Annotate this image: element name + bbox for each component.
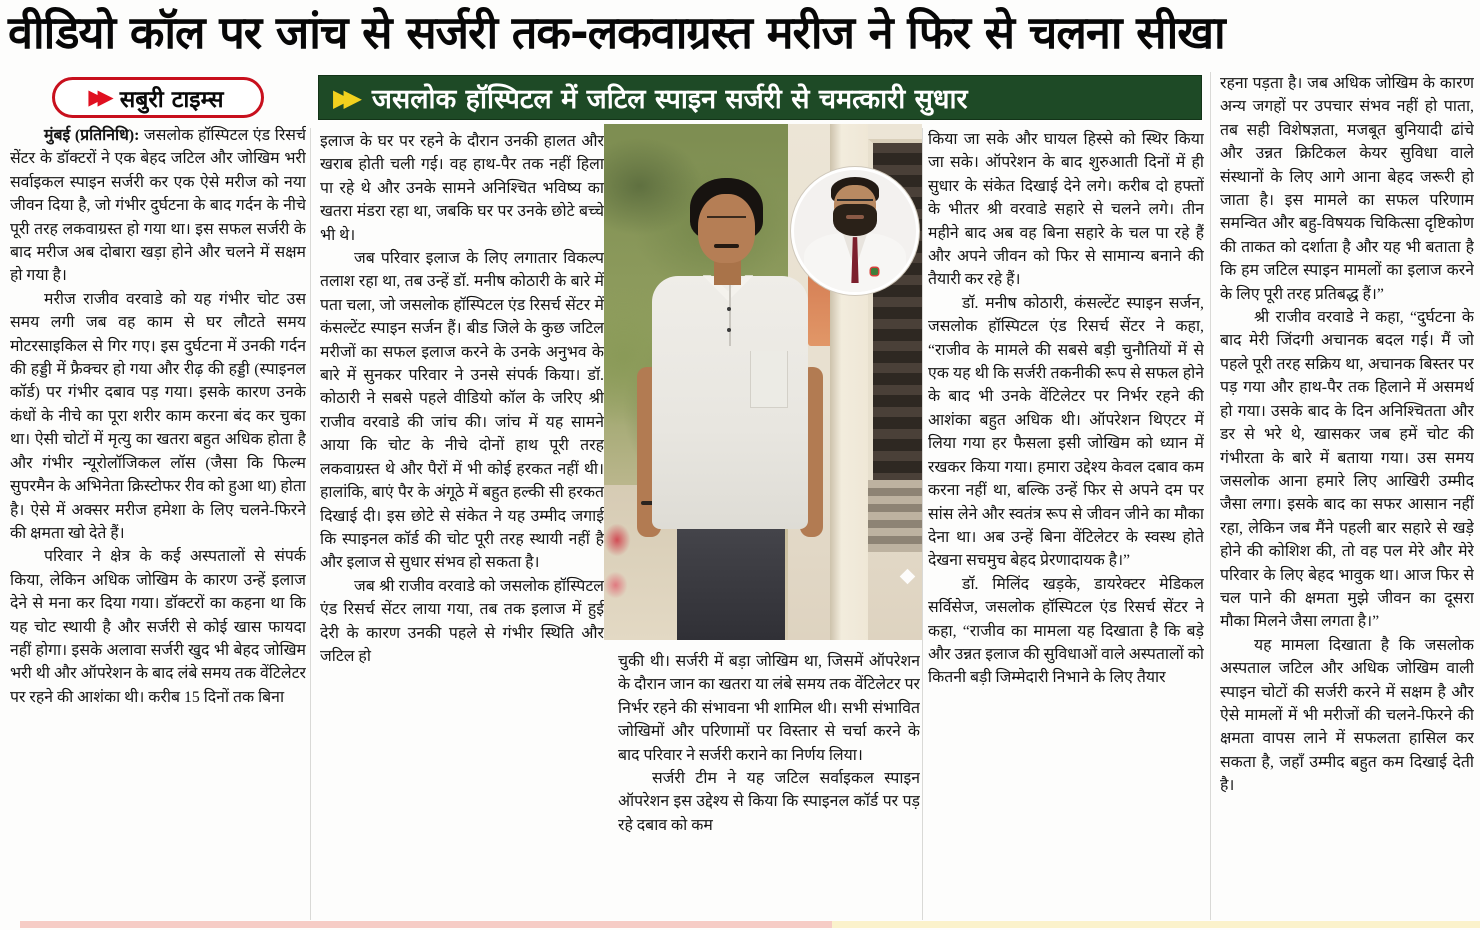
paragraph: सर्जरी टीम ने यह जटिल सर्वाइकल स्पाइन ऑपरेशन इस उद्देश्य से किया कि स्पाइनल कॉर्ड पर पड़ रहे दबाव को कम: [618, 770, 920, 834]
article-column-2: [320, 130, 604, 920]
window-grille-lower: [868, 480, 922, 552]
column-divider: [310, 128, 311, 920]
dateline: मुंबई (प्रतिनिधि):: [44, 127, 140, 144]
paragraph: डॉ. मिलिंद खड़के, डायरेक्टर मेडिकल सर्विसेज, जसलोक हॉस्पिटल एंड रिसर्च सेंटर ने कहा, “राजीव का मामला यह दिखाता है कि बड़े और उन्नत इलाज की सुविधाओं वाले अस्पतालों को कितनी बड़ी जिम्मेदारी निभाने के लिए तैयार: [928, 575, 1204, 687]
source-badge: [52, 77, 264, 118]
patient-mustache: [714, 244, 739, 249]
patient-pants: [677, 524, 785, 640]
paragraph: चुकी थी। सर्जरी में बड़ा जोखिम था, जिसमें ऑपरेशन के दौरान जान का खतरा या लंबे समय तक वेंटिलेटर पर निर्भर रहने की संभावना भी शामिल थी। सभी संभावित जोखिमों और परिणामों पर विस्तार से चर्चा करने के बाद परिवार ने सर्जरी कराने का निर्णय लिया।: [618, 653, 920, 764]
article-column-5: [1220, 72, 1474, 920]
patient-photo: [604, 124, 922, 640]
article-column-1: [10, 124, 306, 920]
paragraph: जब श्री राजीव वरवाडे को जसलोक हॉस्पिटल एंड रिसर्च सेंटर लाया गया, तब तक इलाज में हुई देरी के कारण उनकी पहले से गंभीर स्थिति और जटिल हो: [320, 577, 604, 665]
headline: वीडियो कॉल पर जांच से सर्जरी तक-लकवाग्रस्त मरीज ने फिर से चलना सीखा: [8, 6, 1225, 59]
paragraph: किया जा सके और घायल हिस्से को स्थिर किया जा सके। ऑपरेशन के बाद शुरुआती दिनों में ही सुधार के संकेत दिखाई देने लगे। करीब दो हफ्तों के भीतर श्री वरवाडे सहारे से चलने लगे। तीन महीने बाद अब वह बिना सहारे के चल पा रहे हैं और अपने जीवन को फिर से सामान्य बनाने की तैयारी कर रहे हैं।: [928, 131, 1204, 289]
bottom-strip-yellow: [832, 921, 1480, 928]
source-badge-label: सबुरी टाइम्स: [119, 86, 224, 113]
paragraph: इलाज के घर पर रहने के दौरान उनकी हालत और खराब होती चली गई। वह हाथ-पैर तक नहीं हिला पा रहे थे और उनके सामने अनिश्चित भविष्य का खतरा मंडरा रहा था, जबकि घर पर उनके छोटे बच्चे भी थे।: [320, 133, 604, 244]
bottom-strip-pink: [20, 921, 832, 928]
doctor-mouth: [846, 215, 863, 219]
paragraph: रहना पड़ता है। जब अधिक जोखिम के कारण अन्य जगहों पर उपचार संभव नहीं हो पाता, तब सही विशेषज्ञता, मजबूत बुनियादी ढांचे और उन्नत क्रिटिकल केयर सुविधा वाले संस्थानों के लिए आगे आना बेहद जरूरी हो जाता है। इस मामले का सफल परिणाम समन्वित और बहु-विषयक चिकित्सा दृष्टिकोण की ताकत को दर्शाता है और यह भी बताता है कि हम जटिल स्पाइन मामलों का इलाज करने के लिए पूरी तरह प्रतिबद्ध हैं।”: [1220, 75, 1474, 303]
patient-neck: [714, 259, 741, 285]
double-chevron-icon: ▶▶: [88, 85, 107, 109]
article-column-3: [618, 650, 920, 920]
doctor-beard: [833, 204, 877, 236]
patient-face: [698, 194, 755, 264]
patient-eyebrows: [707, 216, 745, 218]
coat-badge-pin: [871, 268, 878, 275]
column-divider: [1210, 72, 1211, 920]
paragraph: श्री राजीव वरवाडे ने कहा, “दुर्घटना के बाद मेरी जिंदगी अचानक बदल गई। मैं जो पहले पूरी तरह सक्रिय था, अचानक बिस्तर पर पड़ गया और हाथ-पैर तक हिलाने में असमर्थ हो गया। उसके बाद के दिन अनिश्चितता और डर से भरे थे, खासकर जब हमें चोट की गंभीरता के बारे में बताया गया। उस समय जसलोक आना हमारे लिए आखिरी उम्मीद जैसा लगा। इसके बाद का सफर आसान नहीं रहा, लेकिन जब मैंने पहली बार सहारे से खड़े होने की कोशिश की, तो वह पल मेरे और मेरे परिवार के लिए बेहद भावुक था। आज फिर से चल पाने की क्षमता मुझे जीवन का दूसरा मौका मिलने जैसा लगता है।”: [1220, 309, 1474, 631]
paragraph: जब परिवार इलाज के लिए लगातार विकल्प तलाश रहा था, तब उन्हें डॉ. मनीष कोठारी के बारे में पता चला, जो जसलोक हॉस्पिटल एंड रिसर्च सेंटर में कंसल्टेंट स्पाइन सर्जन हैं। बीड जिले के कुछ जटिल मरीजों का सफल इलाज करने के उनके अनुभव के बारे में सुनकर परिवार ने उनसे संपर्क किया। डॉ. कोठारी ने सबसे पहले वीडियो कॉल के जरिए श्री राजीव वरवाडे की जांच की। जांच में यह सामने आया कि चोट के नीचे दोनों हाथ पूरी तरह लकवाग्रस्त थे और पैरों में भी कोई हरकत नहीं थी। हालांकि, बाएं पैर के अंगूठे में बहुत हल्की सी हरकत दिखाई दी। इस छोटे से संकेत ने यह उम्मीद जगाई कि स्पाइनल कॉर्ड की चोट पूरी तरह स्थायी नहीं है और इलाज से सुधार संभव हो सकता है।: [320, 250, 604, 572]
subheadline-text: जसलोक हॉस्पिटल में जटिल स्पाइन सर्जरी से चमत्कारी सुधार: [371, 84, 968, 115]
paragraph: डॉ. मनीष कोठारी, कंसल्टेंट स्पाइन सर्जन, जसलोक हॉस्पिटल एंड रिसर्च सेंटर ने कहा, “राजीव के मामले की सबसे बड़ी चुनौतियों में से एक यह थी कि सर्जरी तकनीकी रूप से सफल होने के बाद भी उनके वेंटिलेटर पर निर्भर रहने की आशंका बहुत अधिक थी। ऑपरेशन थिएटर में लिया गया हर फैसला इसी जोखिम को ध्यान में रखकर किया गया। हमारा उद्देश्य केवल दबाव कम करना नहीं था, बल्कि उन्हें फिर से अपने दम पर सांस लेने और स्वतंत्र रूप से जीवन जीने का मौका देना था। अब उन्हें बिना वेंटिलेटर के स्वस्थ होते देखना सचमुच बेहद प्रेरणादायक है।”: [928, 294, 1204, 570]
doctor-inset-photo: [791, 167, 919, 295]
article-column-4: [928, 128, 1204, 920]
flowers: [604, 506, 633, 620]
shirt-placket: [729, 284, 731, 346]
paragraph: मुंबई (प्रतिनिधि): जसलोक हॉस्पिटल एंड रिसर्च सेंटर के डॉक्टरों ने एक बेहद जटिल और जोखिम भरी सर्वाइकल स्पाइन सर्जरी कर एक ऐसे मरीज को नया जीवन दिया है, जो गंभीर दुर्घटना के बाद गर्दन के नीचे पूरी तरह लकवाग्रस्त हो गया था। इस सफल सर्जरी के बाद मरीज अब दोबारा खड़ा होने और चलने में सक्षम हो गया है।: [10, 127, 306, 285]
subheadline-banner: [318, 75, 1202, 120]
paragraph: यह मामला दिखाता है कि जसलोक अस्पताल जटिल और अधिक जोखिम वाली स्पाइन चोटों की सर्जरी करने में सक्षम है और ऐसे मामलों में भी मरीजों की चलने-फिरने की क्षमता वापस लाने में सफलता हासिल कर सकता है, जहाँ उम्मीद बहुत कम दिखाई देती है।: [1220, 636, 1474, 795]
double-chevron-icon: ▶▶: [333, 83, 354, 112]
paragraph: परिवार ने क्षेत्र के कई अस्पतालों से संपर्क किया, लेकिन अधिक जोखिम के कारण उन्हें इलाज देने से मना कर दिया गया। डॉक्टरों का कहना था कि यह चोट स्थायी है और सर्जरी से कोई खास फायदा नहीं होगा। इसके अलावा सर्जरी खुद भी बेहद जोखिम भरी थी और ऑपरेशन के बाद लंबे समय तक वेंटिलेटर पर रहने की आशंका थी। करीब 15 दिनों तक बिना: [10, 548, 306, 706]
column-divider: [922, 128, 923, 920]
paragraph: मरीज राजीव वरवाडे को यह गंभीर चोट उस समय लगी जब वह काम से घर लौटते समय मोटरसाइकिल से गिर गए। इस दुर्घटना में उनकी गर्दन की हड्डी में फ्रैक्चर हो गया और रीढ़ की हड्डी (स्पाइनल कॉर्ड) पर गंभीर दबाव पड़ गया। इसके कारण उनके कंधों के नीचे का पूरा शरीर काम करना बंद कर चुका था। ऐसी चोटों में मृत्यु का खतरा बहुत अधिक होता है और गंभीर न्यूरोलॉजिकल लॉस (जैसा कि फिल्म सुपरमैन के अभिनेता क्रिस्टोफर रीव को हुआ था) होता है। ऐसे में अक्सर मरीज हमेशा के लिए चलने-फिरने की क्षमता खो देते हैं।: [10, 290, 306, 542]
shirt-pocket: [750, 351, 788, 408]
